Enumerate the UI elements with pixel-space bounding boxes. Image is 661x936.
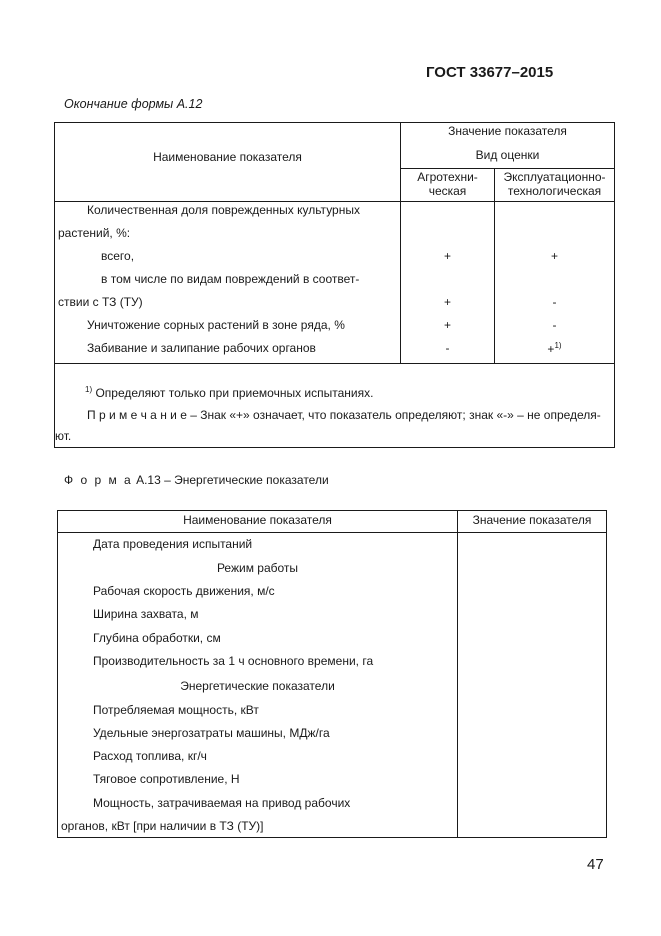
t1-row-v1: + (443, 249, 451, 263)
t1-row-text: Количественная доля поврежденных культурных (87, 203, 360, 217)
t2-row: Дата проведения испытаний (93, 537, 253, 551)
t2-row: Ширина захвата, м (93, 607, 199, 621)
t1-row-text: в том числе по видам повреждений в соответ- (101, 272, 360, 286)
t1-row-text: Уничтожение сорных растений в зоне ряда, % (87, 318, 345, 332)
t2-row: Расход топлива, кг/ч (93, 749, 207, 763)
t2-row: Потребляемая мощность, кВт (93, 703, 259, 717)
t1-sub2-line1: Эксплуатационно- (503, 170, 606, 184)
t2-row: Удельные энергозатраты машины, МДж/га (93, 726, 330, 740)
t1-row-v1: + (443, 318, 451, 332)
t1-sub2-line2: технологическая (507, 184, 602, 198)
page-number: 47 (587, 856, 604, 873)
t1-col-value: Значение показателя (448, 124, 567, 138)
footnote: $^{1)}$ Определяют только при приемочных испытаниях. (85, 385, 374, 400)
form-a13-title: Ф о р м а А.13 – Энергетические показатели (64, 473, 329, 487)
t2-section-heading: Энергетические показатели (180, 679, 335, 693)
t1-col-name: Наименование показателя (153, 150, 302, 164)
t1-row-v2: - (552, 295, 557, 309)
t2-row: органов, кВт [при наличии в ТЗ (ТУ)] (61, 819, 264, 833)
t2-col-value: Значение показателя (472, 513, 592, 527)
t1-row-v1: + (443, 295, 451, 309)
t2-section-heading: Режим работы (216, 561, 299, 575)
t2-row: Мощность, затрачиваемая на привод рабочих (93, 796, 351, 810)
footnote-ref: 1) (554, 341, 562, 350)
t1-col-assessment: Вид оценки (475, 148, 540, 162)
t1-row-text: ствии с ТЗ (ТУ) (58, 295, 143, 309)
continuation-caption: Окончание формы А.12 (64, 97, 203, 111)
t1-sub1-line1: Агротехни- (417, 170, 478, 184)
t1-sub1-line2: ческая (428, 184, 467, 198)
t2-row: Глубина обработки, см (93, 631, 221, 645)
t1-row-text: растений, %: (58, 226, 131, 240)
note-continuation: ют. (55, 429, 72, 443)
t1-row-text: Забивание и залипание рабочих органов (87, 341, 316, 355)
t1-row-v1: - (445, 341, 450, 355)
t1-row-v2: +$^{1)}$ (547, 341, 562, 356)
t1-row-text: всего, (101, 249, 135, 263)
t2-row: Тяговое сопротивление, Н (93, 772, 240, 786)
t2-row: Рабочая скорость движения, м/с (93, 584, 275, 598)
t2-row: Производительность за 1 ч основного времени, га (93, 654, 374, 668)
t1-row-v2: - (552, 318, 557, 332)
t2-col-name: Наименование показателя (183, 513, 332, 527)
t1-row-v2: + (550, 249, 558, 263)
standard-number: ГОСТ 33677–2015 (426, 64, 554, 81)
note: П р и м е ч а н и е – Знак «+» означает, что показатель определяют; знак «-» – не определя- (87, 408, 601, 422)
